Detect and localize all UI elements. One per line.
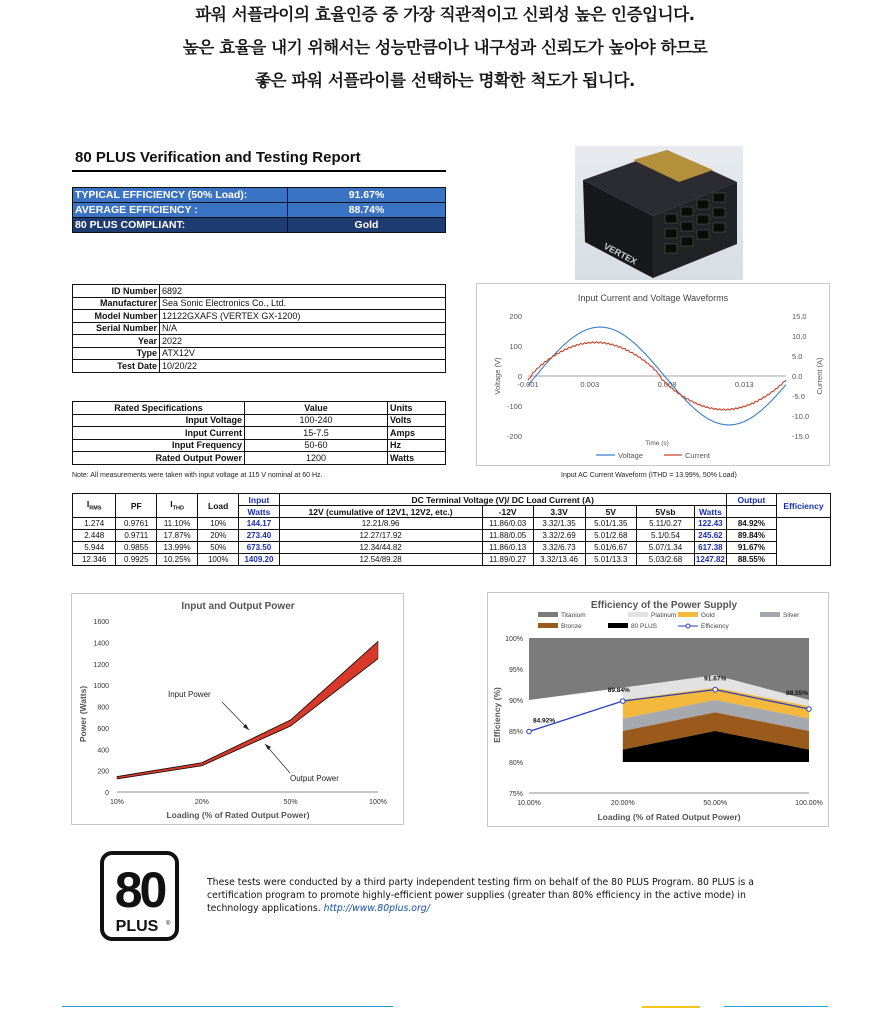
typical-efficiency-value: 91.67% — [288, 188, 446, 203]
legend-swatch — [678, 612, 698, 617]
legend-label: 80 PLUS — [631, 623, 658, 630]
table-cell: 3.32/2.69 — [533, 530, 585, 542]
table-row — [73, 554, 831, 566]
legend-swatch — [608, 623, 628, 628]
col-12v: 12V (cumulative of 12V1, 12V2, etc.) — [279, 506, 482, 518]
table-cell: 0.9711 — [116, 530, 157, 542]
info-label: ID Number — [73, 285, 160, 298]
compliance-label: 80 PLUS COMPLIANT: — [73, 218, 288, 233]
col-irms-label: I — [86, 499, 90, 510]
y-tick-label: 1600 — [93, 619, 109, 626]
table-cell: 91.67% — [726, 542, 776, 554]
legend-label: Platinum — [651, 612, 677, 619]
legend-label: Gold — [701, 612, 715, 619]
spec-row — [73, 414, 446, 427]
test-results-table — [72, 493, 831, 566]
table-cell: 12.34/44.82 — [279, 542, 482, 554]
legend-marker — [686, 624, 690, 628]
info-row — [73, 285, 446, 298]
table-cell: 11.88/0.05 — [482, 530, 533, 542]
y-tick-label: -200 — [506, 432, 522, 441]
y2-axis-label: Current (A) — [815, 357, 824, 395]
table-cell: 0.9761 — [116, 518, 157, 530]
y-axis-label: Power (Watts) — [78, 685, 88, 743]
footer-link[interactable]: http://www.80plus.org/ — [323, 903, 430, 914]
y-tick-label: 200 — [509, 312, 522, 321]
table-cell: 5.1/0.54 — [637, 530, 695, 542]
power-supply-illustration — [575, 146, 743, 280]
y-tick-label: 85% — [508, 729, 523, 736]
chart-title: Efficiency of the Power Supply — [590, 600, 738, 611]
output-power-annotation: Output Power — [290, 774, 339, 783]
info-label: Year — [73, 335, 160, 348]
spec-header-row — [73, 402, 446, 415]
table-cell: 5.01/2.68 — [585, 530, 637, 542]
y-tick-label: 75% — [508, 791, 523, 798]
table-cell: 673.50 — [239, 542, 279, 554]
spec-row — [73, 452, 446, 465]
efficiency-point — [527, 729, 532, 734]
col-input: Input — [239, 494, 279, 506]
info-row — [73, 360, 446, 373]
x-tick-label: 100% — [369, 799, 387, 806]
y-tick-label: 100% — [505, 636, 523, 643]
legend-swatch — [538, 612, 558, 617]
y-tick-label: 1400 — [93, 640, 109, 648]
col-pf: PF — [116, 494, 157, 518]
table-cell: 12.27/17.92 — [279, 530, 482, 542]
info-value: 2022 — [160, 335, 446, 348]
x-tick-label: 50.00% — [703, 800, 728, 807]
table-cell: 20% — [198, 530, 239, 542]
col-output-units: Watts — [694, 506, 726, 518]
y-tick-label: 1200 — [93, 661, 109, 669]
col-input-units: Watts — [239, 506, 279, 518]
y-tick-label: 400 — [97, 747, 109, 755]
x-tick-label: 20% — [194, 799, 209, 806]
info-label: Serial Number — [73, 322, 160, 335]
table-cell: 1247.82 — [695, 555, 725, 564]
table-cell: 5.01/1.35 — [585, 518, 637, 530]
info-label: Model Number — [73, 310, 160, 323]
info-label: Type — [73, 347, 160, 360]
legend-current-label: Current — [685, 451, 711, 460]
spec-row — [73, 439, 446, 452]
x-tick-label: 10.00% — [517, 800, 541, 807]
info-value: 10/20/22 — [160, 360, 446, 373]
table-row — [73, 518, 831, 530]
table-cell: 11.86/0.13 — [482, 542, 533, 554]
table-cell: 10% — [198, 518, 239, 530]
col-5vsb: 5Vsb — [637, 506, 695, 518]
col-5v: 5V — [585, 506, 637, 518]
table-cell: 11.10% — [157, 518, 198, 530]
spec-value: 15-7.5 — [245, 427, 388, 440]
average-efficiency-value: 88.74% — [288, 203, 446, 218]
y-tick-label: 100 — [509, 342, 522, 351]
y-tick-label: -100 — [506, 402, 522, 411]
legend-swatch — [760, 612, 780, 617]
waveform-caption: Input AC Current Waveform (ITHD = 13.99%, 50% Load) — [561, 472, 737, 479]
table-cell: 144.17 — [239, 518, 279, 530]
table-header-row — [73, 494, 831, 506]
spec-value: 1200 — [245, 452, 388, 465]
table-cell: 17.87% — [157, 530, 198, 542]
col-dc-terminal: DC Terminal Voltage (V)/ DC Load Current (A) — [279, 494, 726, 506]
table-cell: 12.54/89.28 — [279, 554, 482, 566]
spec-label: Input Current — [73, 427, 245, 440]
logo-number: 80 — [114, 862, 165, 918]
info-value: 6892 — [160, 285, 446, 298]
table-cell: 13.99% — [157, 542, 198, 554]
table-cell: 0.9855 — [116, 542, 157, 554]
spec-label: Input Voltage — [73, 414, 245, 427]
x-tick-label: 0.013 — [734, 380, 754, 389]
efficiency-data-label: 88.55% — [785, 689, 809, 697]
waveform-svg — [477, 284, 829, 465]
average-efficiency-label: AVERAGE EFFICIENCY : — [73, 203, 288, 218]
bottom-rule-right — [724, 1006, 828, 1007]
x-tick-label: 100.00% — [795, 800, 823, 807]
compliance-row — [73, 218, 446, 233]
col-efficiency: Efficiency — [776, 494, 830, 518]
table-cell: 5.07/1.34 — [637, 542, 695, 554]
footer-description — [207, 876, 767, 915]
efficiency-point — [713, 687, 718, 692]
y-tick-label: 600 — [97, 725, 109, 733]
table-cell: 1.274 — [73, 518, 116, 530]
legend-label: Titanium — [561, 612, 586, 619]
y2-tick-label: -10.0 — [792, 412, 810, 421]
power-loss-area — [117, 641, 378, 779]
info-label: Manufacturer — [73, 297, 160, 310]
y2-tick-label: 10.0 — [792, 332, 807, 341]
efficiency-chart — [487, 592, 829, 827]
table-cell: 12.21/8.96 — [279, 518, 482, 530]
table-row — [73, 530, 831, 542]
table-cell: 12.346 — [73, 554, 116, 566]
spec-unit: Volts — [388, 414, 446, 427]
y-tick-label: 90% — [508, 698, 523, 705]
col-minus12v: -12V — [482, 506, 533, 518]
bottom-rule-yellow — [642, 1006, 700, 1008]
table-cell: 5.944 — [73, 542, 116, 554]
y-tick-label: 80% — [508, 760, 523, 767]
x-tick-label: 50% — [283, 799, 298, 806]
waveform-chart — [476, 283, 830, 466]
table-cell: 88.55% — [726, 554, 776, 566]
legend-label: Efficiency — [701, 623, 729, 630]
rated-specs-table — [72, 401, 446, 465]
x-axis-label: Loading (% of Rated Output Power) — [597, 812, 741, 822]
table-cell: 11.89/0.27 — [482, 554, 533, 566]
efficiency-point — [621, 699, 626, 704]
x-tick-label: 0.003 — [580, 380, 600, 389]
y-tick-label: 200 — [97, 768, 109, 776]
x-tick-label: 20.00% — [610, 800, 635, 807]
legend-label: Bronze — [561, 623, 582, 630]
efficiency-data-label: 89.84% — [607, 686, 630, 694]
spec-unit: Hz — [388, 439, 446, 452]
info-row — [73, 297, 446, 310]
table-cell: 273.40 — [239, 530, 279, 542]
table-cell: 11.86/0.03 — [482, 518, 533, 530]
y2-tick-label: 0.0 — [792, 372, 803, 381]
spec-unit: Amps — [388, 427, 446, 440]
legend-swatch — [538, 623, 558, 628]
col-irms — [73, 494, 116, 518]
col-ithd-sub: THD — [172, 505, 184, 512]
typical-efficiency-row — [73, 188, 446, 203]
input-power-annotation: Input Power — [168, 690, 211, 699]
efficiency-chart-svg — [488, 593, 828, 826]
table-cell: 0.9925 — [116, 554, 157, 566]
spec-label: Rated Output Power — [73, 452, 245, 465]
info-row — [73, 310, 446, 323]
legend-label: Silver — [783, 612, 800, 619]
y-tick-label: 800 — [97, 704, 109, 712]
x-tick-label: -0.001 — [517, 380, 539, 389]
table-cell: 50% — [198, 542, 239, 554]
spec-label: Input Frequency — [73, 439, 245, 452]
footer-text: These tests were conducted by a third party independent testing firm on behalf of the 80 PLUS Program. 80 PLUS is a certification program to promote highly-efficient power supplies (greater than 80% efficiency in the active mode) in technology applications. — [207, 877, 754, 914]
y2-tick-label: -5.0 — [792, 392, 805, 401]
spec-header-name: Rated Specifications — [73, 402, 245, 415]
info-value: ATX12V — [160, 347, 446, 360]
info-value: 12122GXAFS (VERTEX GX-1200) — [160, 310, 446, 323]
table-cell: 5.01/6.67 — [585, 542, 637, 554]
y2-tick-label: 15.0 — [792, 312, 807, 321]
80plus-logo — [100, 851, 179, 941]
output-power-arrowhead — [265, 744, 271, 750]
average-efficiency-row — [73, 203, 446, 218]
legend-swatch — [628, 612, 648, 617]
efficiency-data-label: 91.67% — [704, 675, 727, 683]
col-3v3: 3.3V — [533, 506, 585, 518]
compliance-value: Gold — [288, 218, 446, 233]
info-value: N/A — [160, 322, 446, 335]
header-line-1: 파워 서플라이의 효율인증 중 가장 직관적이고 신뢰성 높은 인증입니다. — [195, 5, 695, 24]
table-cell: 10.25% — [157, 554, 198, 566]
table-cell: 89.84% — [726, 530, 776, 542]
title-divider — [72, 170, 446, 172]
y-axis-label: Efficiency (%) — [492, 687, 502, 743]
y-tick-label: 1000 — [93, 683, 109, 691]
photo-brand-text: VERTEX — [602, 240, 639, 267]
header-line-2: 높은 효율을 내기 위해서는 성능만큼이나 내구성과 신뢰도가 높아야 하므로 — [182, 38, 708, 57]
table-cell: 122.43 — [694, 518, 726, 530]
chart-title: Input Current and Voltage Waveforms — [577, 293, 729, 303]
table-row — [73, 542, 831, 554]
info-row — [73, 322, 446, 335]
typical-efficiency-label: TYPICAL EFFICIENCY (50% Load): — [73, 188, 288, 203]
info-label: Test Date — [73, 360, 160, 373]
report-title: 80 PLUS Verification and Testing Report — [75, 149, 361, 166]
spec-value: 100-240 — [245, 414, 388, 427]
y2-tick-label: -15.0 — [792, 432, 810, 441]
table-cell: 2.448 — [73, 530, 116, 542]
input-power-line — [117, 641, 378, 776]
bottom-rule-left — [62, 1006, 393, 1007]
product-photo — [575, 146, 743, 280]
y-axis-label: Voltage (V) — [493, 357, 502, 395]
logo-word: PLUS — [115, 918, 159, 935]
info-row — [73, 347, 446, 360]
table-cell: 3.32/6.73 — [533, 542, 585, 554]
spec-value: 50-60 — [245, 439, 388, 452]
spec-header-units: Units — [388, 402, 446, 415]
col-ithd-label: I — [170, 499, 173, 510]
chart-title: Input and Output Power — [181, 601, 295, 612]
power-chart — [71, 593, 404, 825]
spec-row — [73, 427, 446, 440]
table-cell: 3.32/1.35 — [533, 518, 585, 530]
logo-registered: ® — [166, 921, 171, 927]
y-tick-label: 95% — [508, 667, 523, 674]
80plus-logo-mark — [104, 855, 175, 937]
product-info-table — [72, 284, 446, 373]
y-tick-label: 0 — [105, 790, 109, 797]
header-line-3: 좋은 파워 서플라이를 선택하는 명확한 척도가 됩니다. — [255, 71, 635, 90]
spec-header-value: Value — [245, 402, 388, 415]
legend-voltage-label: Voltage — [618, 451, 644, 460]
x-axis-label: Loading (% of Rated Output Power) — [166, 810, 310, 820]
table-cell: 5.11/0.27 — [637, 518, 695, 530]
power-chart-svg — [72, 594, 403, 824]
table-cell: 3.32/13.46 — [533, 554, 585, 566]
x-tick-label: 10% — [109, 799, 125, 806]
col-load: Load — [198, 494, 239, 518]
spec-unit: Watts — [388, 452, 446, 465]
col-irms-sub: RMS — [89, 505, 102, 512]
table-cell: 5.01/13.3 — [585, 554, 637, 566]
measurement-note: Note: All measurements were taken with input voltage at 115 V nominal at 60 Hz. — [72, 472, 323, 479]
efficiency-summary-table — [72, 187, 446, 233]
col-ithd — [157, 494, 198, 518]
table-cell: 617.38 — [694, 542, 726, 554]
x-axis-label: Time (s) — [645, 440, 669, 447]
y-tick-label: 0 — [517, 372, 522, 381]
table-body — [73, 518, 831, 566]
y2-tick-label: 5.0 — [792, 352, 803, 361]
table-cell: 245.62 — [694, 530, 726, 542]
table-cell: 84.92% — [726, 518, 776, 530]
table-cell: 100% — [198, 554, 239, 566]
table-cell: 5.03/2.68 — [637, 554, 695, 566]
x-tick-label: 0.008 — [657, 380, 677, 389]
efficiency-point — [807, 707, 812, 712]
col-output: Output — [726, 494, 776, 506]
info-value: Sea Sonic Electronics Co., Ltd. — [160, 297, 446, 310]
table-cell: 1409.20 — [239, 554, 279, 566]
efficiency-data-label: 84.92% — [532, 717, 556, 725]
info-row — [73, 335, 446, 348]
